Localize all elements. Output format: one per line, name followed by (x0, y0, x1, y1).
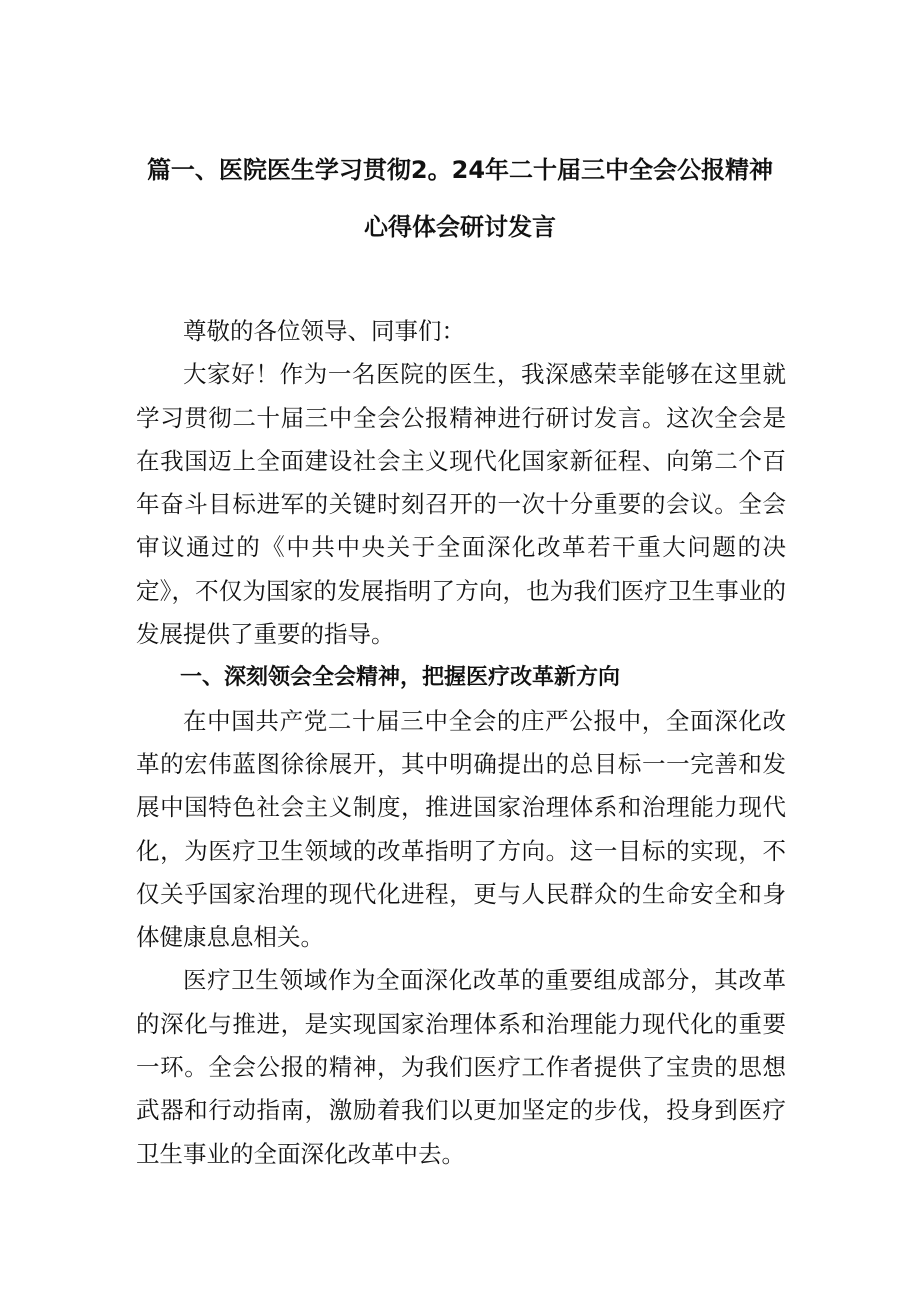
paragraph-intro: 大家好！作为一名医院的医生，我深感荣幸能够在这里就学习贯彻二十届三中全会公报精神进行研讨发言。这次全会是在我国迈上全面建设社会主义现代化国家新征程、向第二个百年奋斗目标进军的关键时刻召开的一次十分重要的会议。全会审议通过的《中共中央关于全面深化改革若干重大问题的决定》，不仅为国家的发展指明了方向，也为我们医疗卫生事业的发展提供了重要的指导。 (136, 360, 786, 649)
document-title-line-2: 心得体会研讨发言 (364, 213, 556, 241)
paragraph-section-1-b: 医疗卫生领域作为全面深化改革的重要组成部分，其改革的深化与推进，是实现国家治理体系和治理能力现代化的重要一环。全会公报的精神，为我们医疗工作者提供了宝贵的思想武器和行动指南，激励着我们以更加坚定的步伐，投身到医疗卫生事业的全面深化改革中去。 (136, 966, 786, 1168)
document-title-line-1: 篇一、医院医生学习贯彻2。24年二十届三中全会公报精神 (146, 156, 774, 184)
document-body (136, 310, 786, 1176)
section-heading-1: 一、深刻领会全会精神，把握医疗改革新方向 (180, 665, 621, 691)
salutation: 尊敬的各位领导、同事们： (183, 317, 465, 345)
paragraph-section-1-a: 在中国共产党二十届三中全会的庄严公报中，全面深化改革的宏伟蓝图徐徐展开，其中明确提出的总目标一一完善和发展中国特色社会主义制度，推进国家治理体系和治理能力现代化，为医疗卫生领域的改革指明了方向。这一目标的实现，不仅关乎国家治理的现代化进程，更与人民群众的生命安全和身体健康息息相关。 (136, 706, 786, 952)
